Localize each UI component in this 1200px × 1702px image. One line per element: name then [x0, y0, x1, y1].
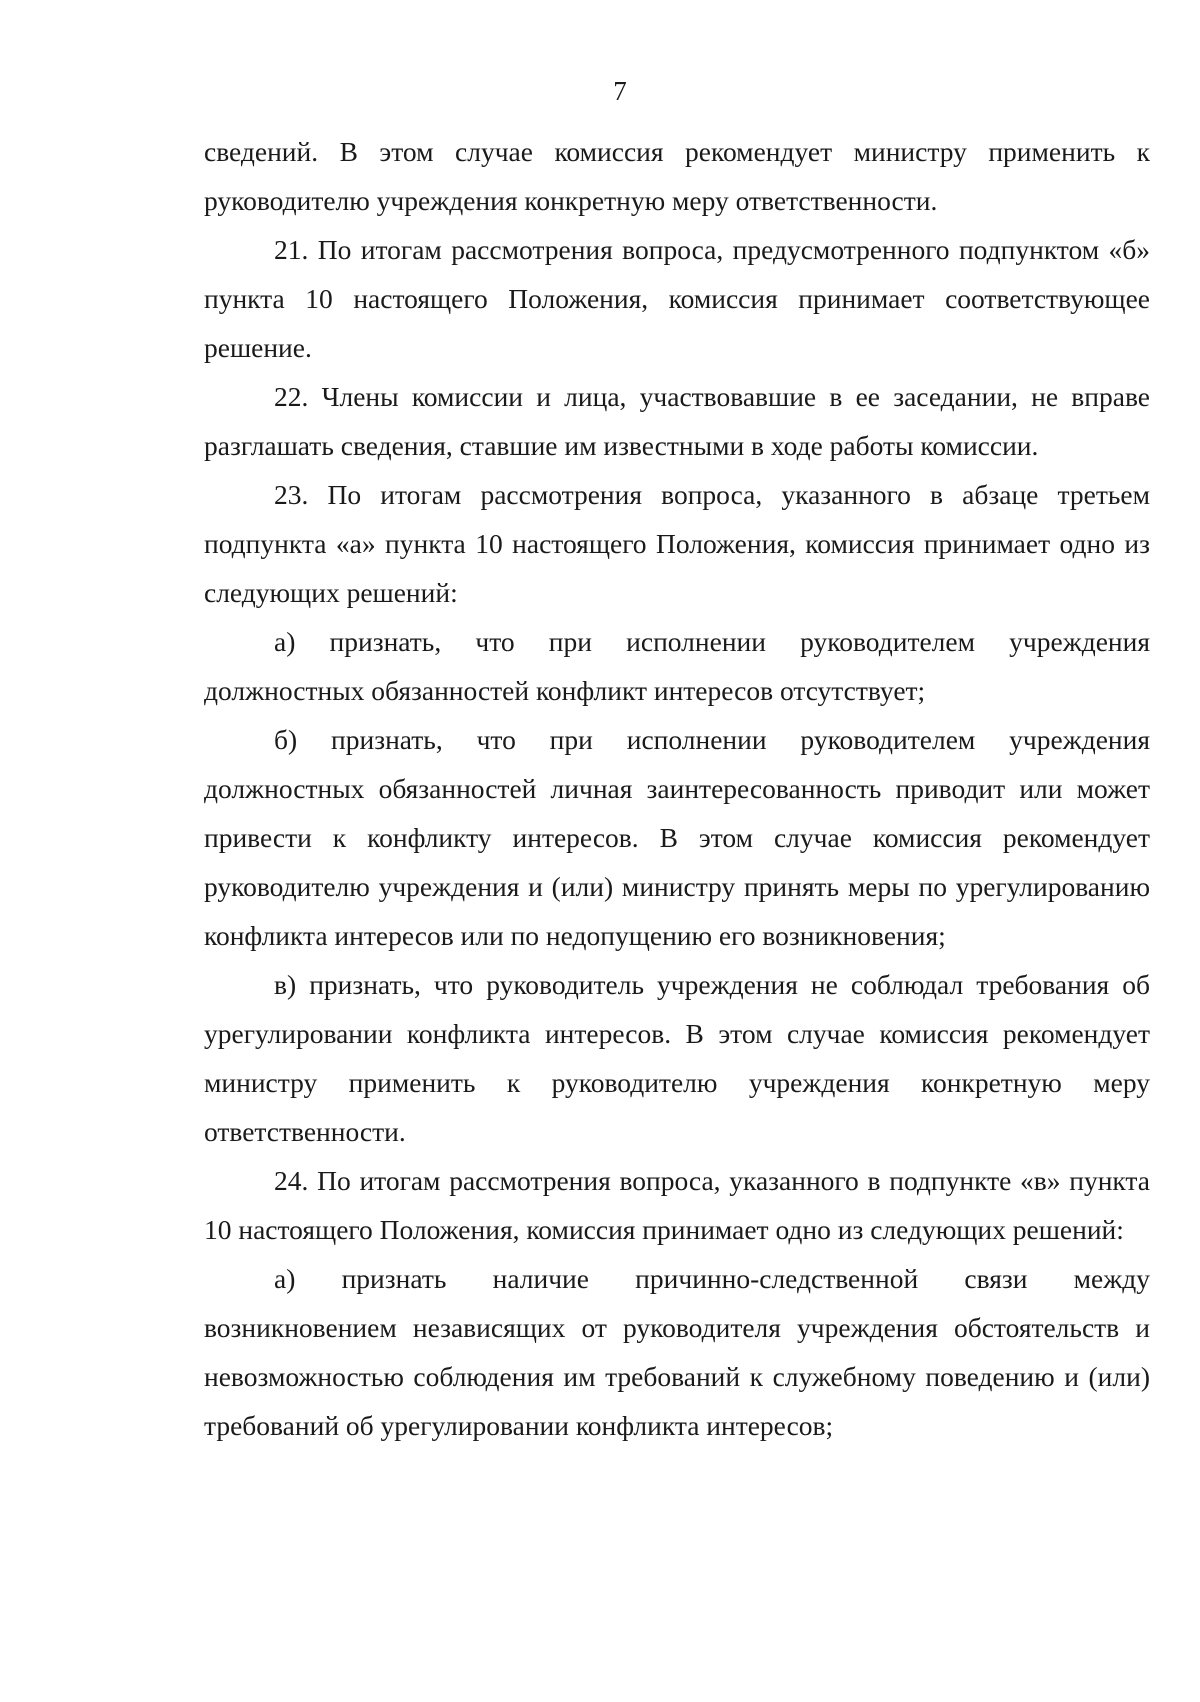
- page-number: 7: [613, 76, 627, 106]
- paragraph-24-a: а) признать наличие причинно-следственной связи между возникновением независящих от руководителя учреждения обстоятельств и невозможностью соблюдения им требований к служебному поведению и (или) требований об урегулировании конфликта интересов;: [204, 1263, 1150, 1441]
- paragraph-24: 24. По итогам рассмотрения вопроса, указанного в подпункте «в» пункта 10 настоящего Положения, комиссия принимает одно из следующих решений:: [204, 1165, 1150, 1245]
- document-body: [204, 127, 1150, 1450]
- paragraph-23-b: б) признать, что при исполнении руководителем учреждения должностных обязанностей личная заинтересованность приводит или может привести к конфликту интересов. В этом случае комиссия рекомендует руководителю учреждения и (или) министру принять меры по урегулированию конфликта интересов или по недопущению его возникновения;: [204, 724, 1150, 951]
- paragraph-23: 23. По итогам рассмотрения вопроса, указанного в абзаце третьем подпункта «а» пункта 10 настоящего Положения, комиссия принимает одно из следующих решений:: [204, 479, 1150, 608]
- paragraph-21: 21. По итогам рассмотрения вопроса, предусмотренного подпунктом «б» пункта 10 настоящего Положения, комиссия принимает соответствующее решение.: [204, 234, 1150, 363]
- paragraph-23-v: в) признать, что руководитель учреждения не соблюдал требования об урегулировании конфликта интересов. В этом случае комиссия рекомендует министру применить к руководителю учреждения конкретную меру ответственности.: [204, 969, 1150, 1147]
- paragraph-continuation: сведений. В этом случае комиссия рекомендует министру применить к руководителю учреждения конкретную меру ответственности.: [204, 136, 1150, 216]
- paragraph-22: 22. Члены комиссии и лица, участвовавшие в ее заседании, не вправе разглашать сведения, ставшие им известными в ходе работы комиссии.: [204, 381, 1150, 461]
- paragraph-23-a: а) признать, что при исполнении руководителем учреждения должностных обязанностей конфликт интересов отсутствует;: [204, 626, 1150, 706]
